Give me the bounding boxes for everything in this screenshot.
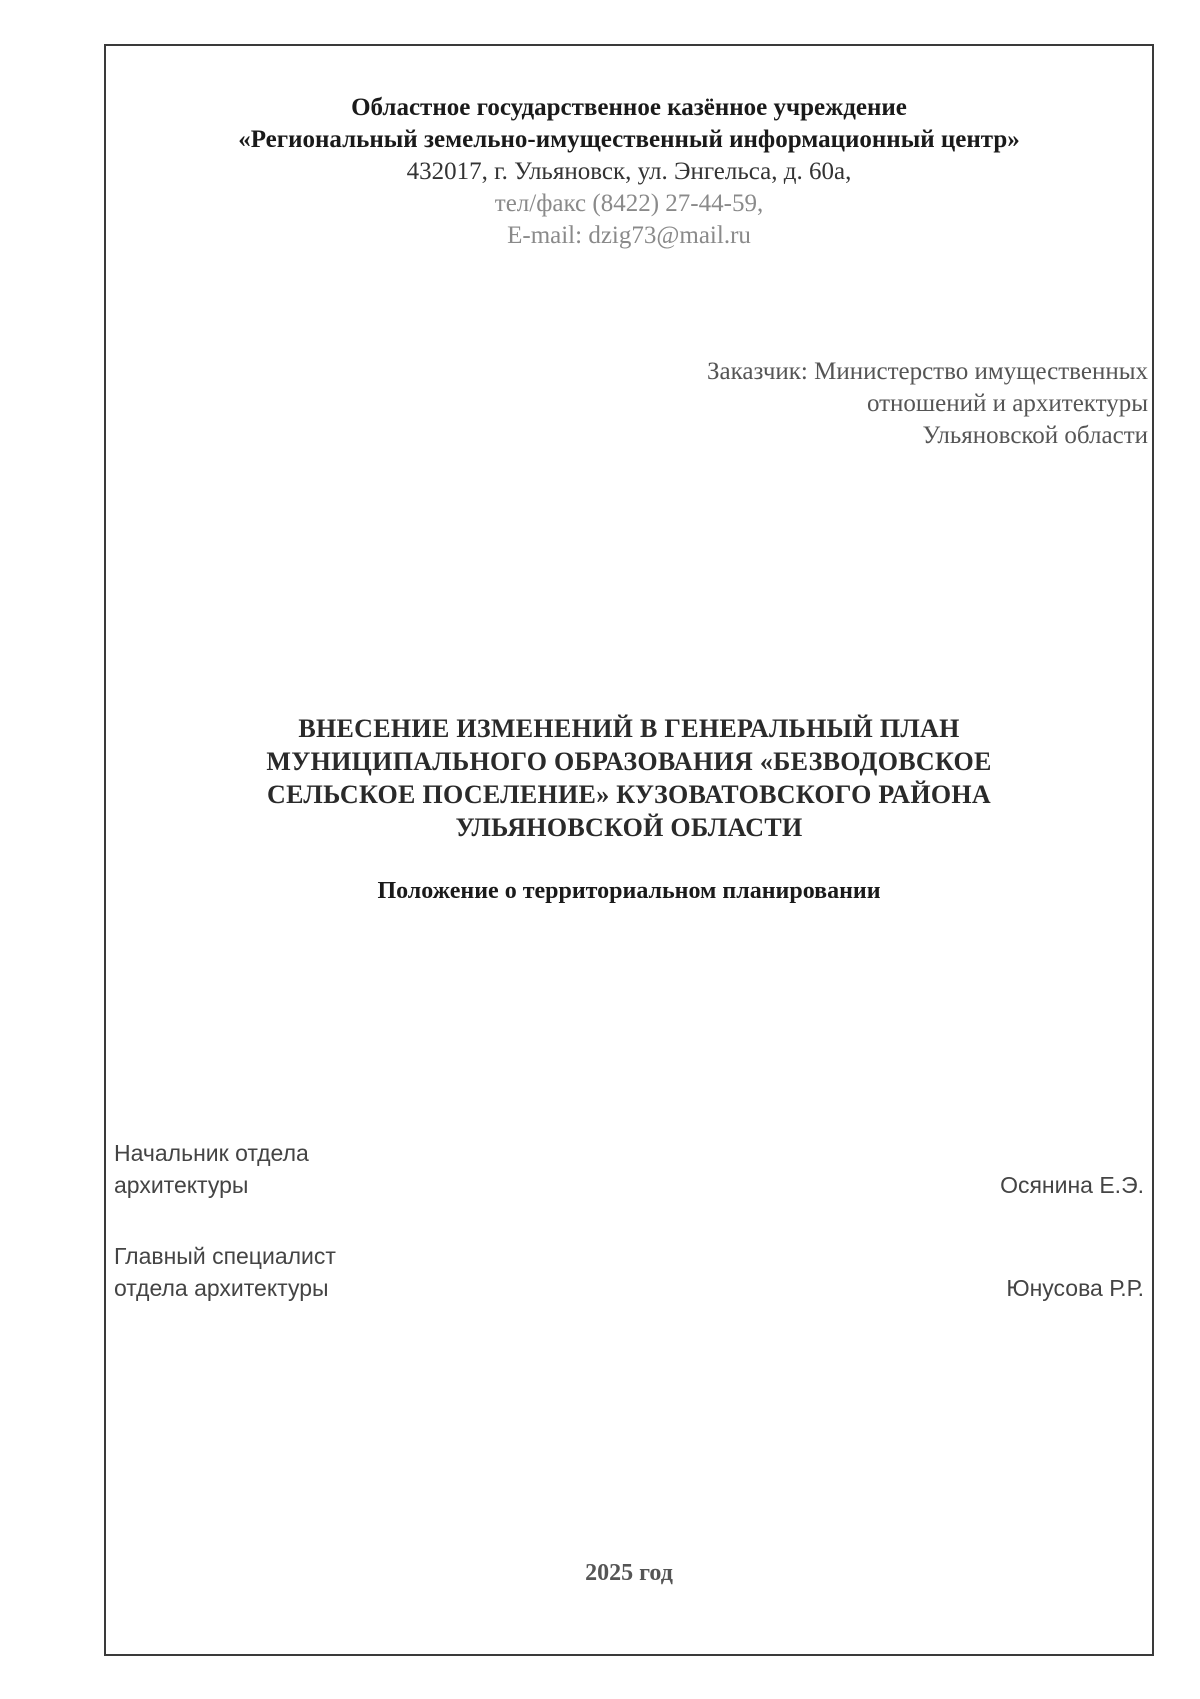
signer-role-line-1: Начальник отдела — [114, 1140, 309, 1166]
organization-header — [104, 92, 1154, 252]
title-line-1: ВНЕСЕНИЕ ИЗМЕНЕНИЙ В ГЕНЕРАЛЬНЫЙ ПЛАН — [298, 714, 960, 743]
org-address: 432017, г. Ульяновск, ул. Энгельса, д. 60а, — [406, 158, 852, 185]
page-border — [104, 44, 1154, 1656]
signature-row — [114, 1240, 1144, 1304]
org-phone: тел/факс (8422) 27-44-59, — [494, 190, 764, 217]
customer-line-3: Ульяновской области — [922, 422, 1148, 449]
document-year: 2025 год — [585, 1560, 673, 1586]
signer-role-line-2: отдела архитектуры — [114, 1275, 329, 1301]
document-title — [104, 712, 1154, 844]
org-email: E-mail: dzig73@mail.ru — [507, 222, 751, 249]
title-line-2: МУНИЦИПАЛЬНОГО ОБРАЗОВАНИЯ «БЕЗВОДОВСКОЕ — [266, 747, 992, 776]
signer-role-line-2: архитектуры — [114, 1172, 249, 1198]
customer-line-2: отношений и архитектуры — [866, 390, 1148, 417]
org-type: Областное государственное казённое учреждение — [351, 94, 907, 121]
signer-name: Осянина Е.Э. — [1000, 1172, 1144, 1198]
customer-line-1: Заказчик: Министерство имущественных — [706, 358, 1148, 385]
signature-row — [114, 1137, 1144, 1201]
document-subtitle: Положение о территориальном планировании — [377, 878, 881, 904]
signer-name: Юнусова Р.Р. — [1006, 1275, 1144, 1301]
org-name: «Региональный земельно-имущественный информационный центр» — [238, 126, 1020, 153]
title-line-4: УЛЬЯНОВСКОЙ ОБЛАСТИ — [455, 813, 803, 842]
customer-block — [707, 356, 1148, 452]
signer-role-line-1: Главный специалист — [114, 1243, 336, 1269]
title-line-3: СЕЛЬСКОЕ ПОСЕЛЕНИЕ» КУЗОВАТОВСКОГО РАЙОНА — [267, 780, 991, 809]
